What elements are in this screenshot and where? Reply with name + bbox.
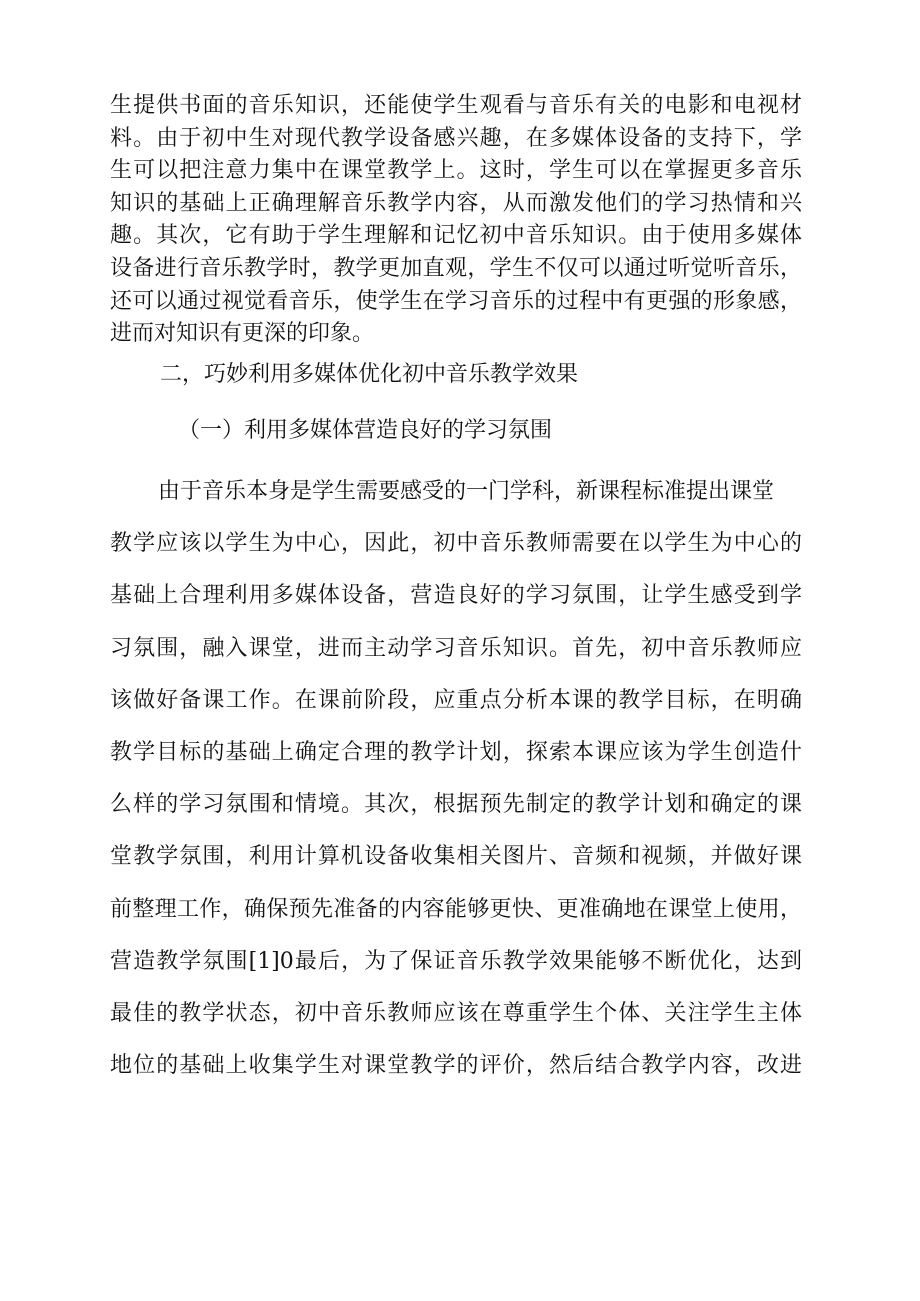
paragraph-line: 习氛围，融入课堂，进而主动学习音乐知识。首先，初中音乐教师应 bbox=[110, 635, 802, 661]
paragraph-line: 教学应该以学生为中心，因此，初中音乐教师需要在以学生为中心的 bbox=[110, 531, 802, 557]
body-paragraph-1 bbox=[110, 90, 802, 351]
paragraph-line: 设备进行音乐教学时，教学更加直观，学生不仅可以通过听觉听音乐， bbox=[110, 255, 802, 281]
paragraph-line: 还可以通过视觉看音乐，使学生在学习音乐的过程中有更强的形象感， bbox=[110, 288, 802, 314]
paragraph-line: 进而对知识有更深的印象。 bbox=[110, 321, 375, 347]
paragraph-line: 堂教学氛围，利用计算机设备收集相关图片、音频和视频，并做好课 bbox=[110, 844, 802, 870]
paragraph-line: 生可以把注意力集中在课堂教学上。这时，学生可以在掌握更多音乐 bbox=[110, 158, 802, 184]
paragraph-line: 基础上合理利用多媒体设备，营造良好的学习氛围，让学生感受到学 bbox=[110, 583, 802, 609]
paragraph-line: 教学目标的基础上确定合理的教学计划，探索本课应该为学生创造什 bbox=[110, 740, 802, 766]
subsection-heading: （一）利用多媒体营造良好的学习氛围 bbox=[178, 418, 553, 443]
paragraph-line: 知识的基础上正确理解音乐教学内容，从而激发他们的学习热情和兴 bbox=[110, 190, 802, 216]
body-paragraph-2 bbox=[110, 466, 802, 1092]
paragraph-line: 料。由于初中生对现代教学设备感兴趣，在多媒体设备的支持下，学 bbox=[110, 125, 802, 151]
paragraph-line: 前整理工作，确保预先准备的内容能够更快、更准确地在课堂上使用， bbox=[110, 896, 802, 922]
paragraph-line: 趣。其次，它有助于学生理解和记忆初中音乐知识。由于使用多媒体 bbox=[110, 223, 802, 249]
paragraph-line: 由于音乐本身是学生需要感受的一门学科，新课程标准提出课堂 bbox=[158, 479, 775, 504]
paragraph-line: 最佳的教学状态，初中音乐教师应该在尊重学生个体、关注学生主体 bbox=[110, 1001, 802, 1027]
paragraph-line: 该做好备课工作。在课前阶段，应重点分析本课的教学目标，在明确 bbox=[110, 687, 802, 713]
paragraph-line: 营造教学氛围[1]0最后，为了保证音乐教学效果能够不断优化，达到 bbox=[110, 948, 802, 974]
section-heading: 二，巧妙利用多媒体优化初中音乐教学效果 bbox=[160, 362, 579, 387]
paragraph-line: 生提供书面的音乐知识，还能使学生观看与音乐有关的电影和电视材 bbox=[110, 93, 802, 118]
paragraph-line: 么样的学习氛围和情境。其次，根据预先制定的教学计划和确定的课 bbox=[110, 792, 802, 818]
paragraph-line: 地位的基础上收集学生对课堂教学的评价，然后结合教学内容，改进 bbox=[110, 1053, 802, 1079]
